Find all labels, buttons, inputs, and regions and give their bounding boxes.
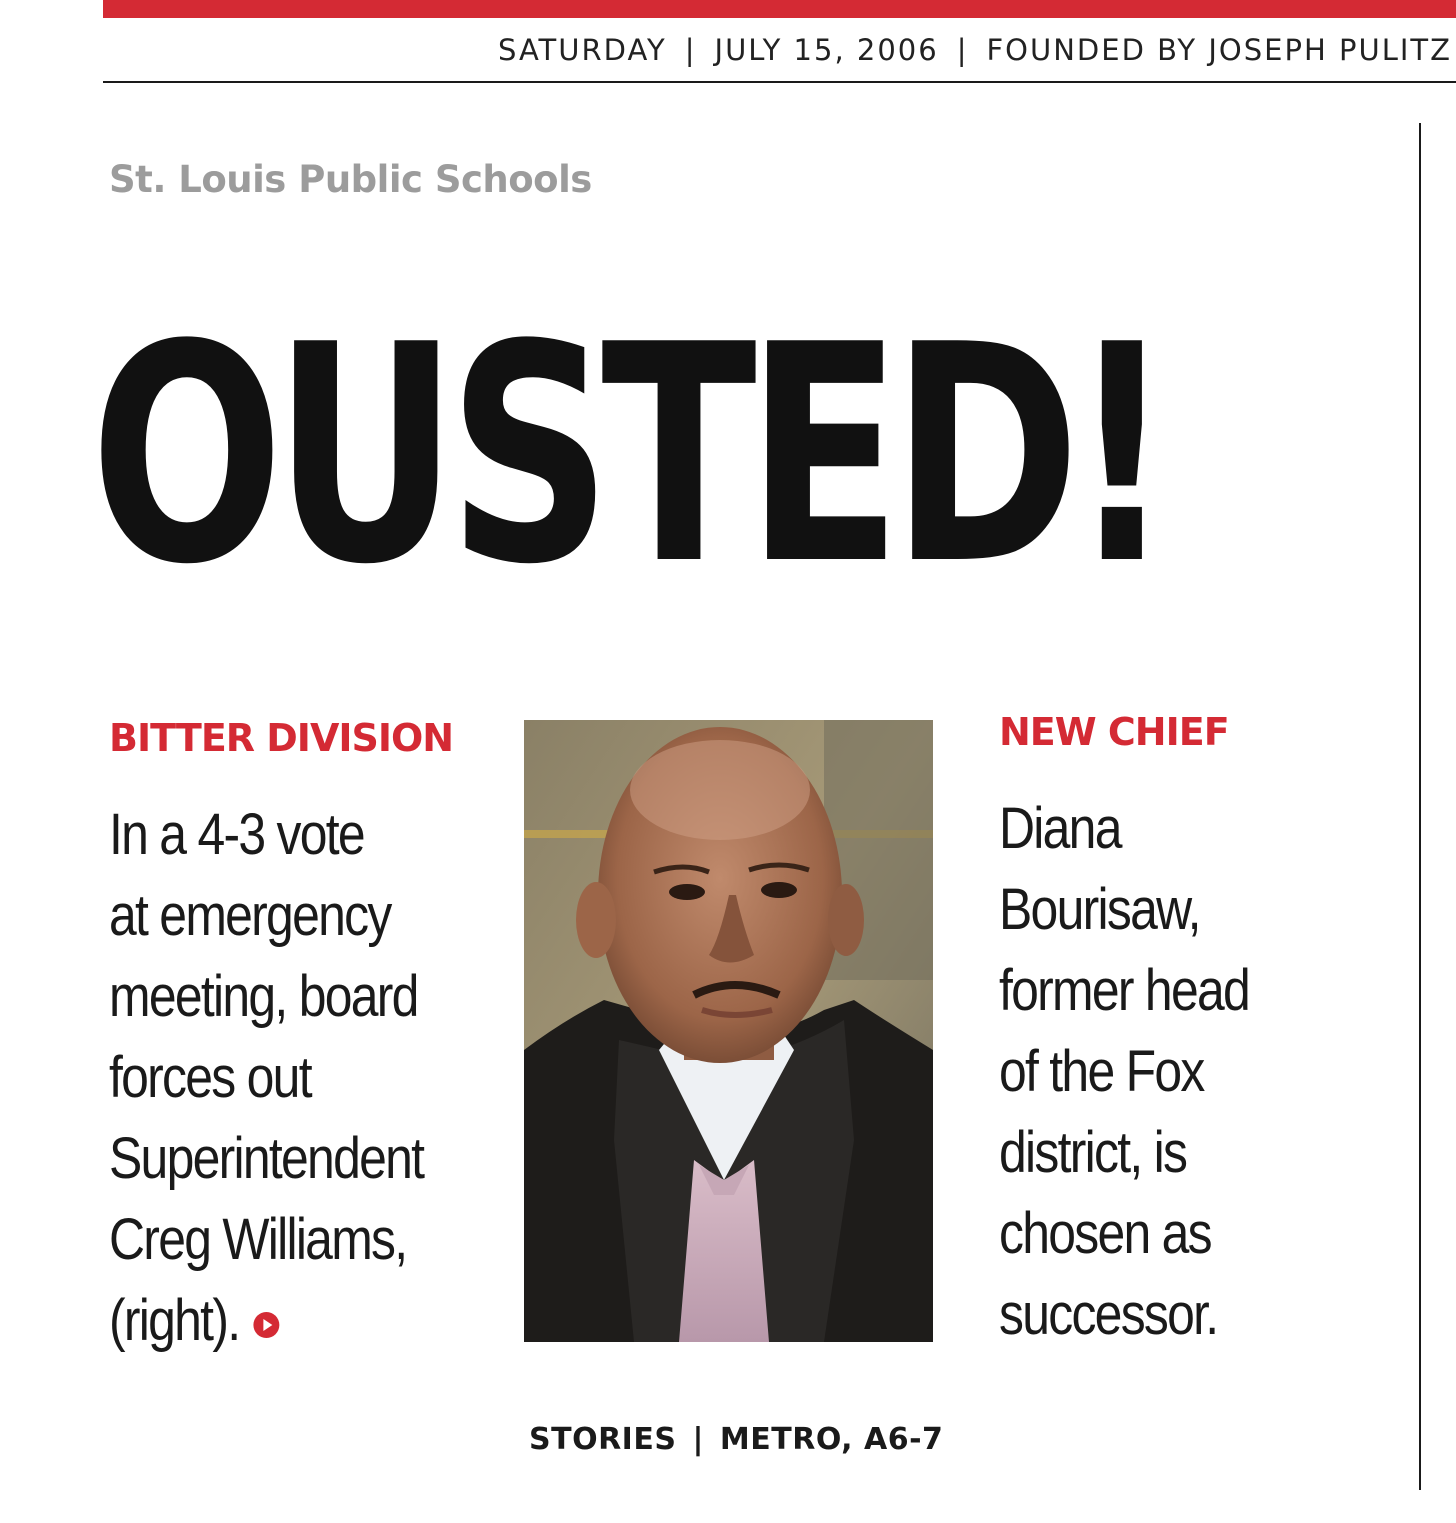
left-deck-line-text: (right).: [109, 1288, 240, 1353]
left-subhead: BITTER DIVISION: [109, 716, 454, 760]
footer-separator: |: [692, 1422, 704, 1457]
left-deck-line: forces out: [109, 1045, 311, 1110]
right-deck: [999, 788, 1419, 1355]
stories-reference[interactable]: [529, 1422, 943, 1457]
left-deck-line: In a 4-3 vote: [109, 802, 364, 867]
right-deck-line: former head: [999, 958, 1250, 1023]
left-deck-line: at emergency: [109, 883, 391, 948]
left-deck-last-line: [109, 1280, 453, 1361]
story-kicker: St. Louis Public Schools: [109, 158, 592, 201]
masthead-dateline: [498, 28, 1456, 72]
masthead-separator: |: [956, 33, 969, 67]
right-deck-line: successor.: [999, 1282, 1218, 1347]
stories-label: STORIES: [529, 1422, 677, 1457]
right-deck-line: Bourisaw,: [999, 877, 1200, 942]
masthead-separator: |: [684, 33, 697, 67]
page-headline: OUSTED!: [90, 281, 1164, 630]
right-subhead: NEW CHIEF: [999, 710, 1229, 754]
right-deck-line: Diana: [999, 796, 1121, 861]
masthead-red-bar: [103, 0, 1456, 18]
left-deck-line: Creg Williams,: [109, 1207, 407, 1272]
masthead-founded: FOUNDED BY JOSEPH PULITZ: [986, 33, 1452, 67]
left-deck-line: Superintendent: [109, 1126, 424, 1191]
section-reference: METRO, A6-7: [719, 1422, 944, 1457]
right-deck-line: of the Fox: [999, 1039, 1204, 1104]
red-arrow-circle-icon[interactable]: [253, 1312, 279, 1338]
column-rule: [1419, 123, 1421, 1490]
left-deck: [109, 794, 509, 1361]
left-deck-line: meeting, board: [109, 964, 418, 1029]
masthead-day: SATURDAY: [498, 33, 667, 67]
right-deck-line: district, is: [999, 1120, 1187, 1185]
right-deck-line: chosen as: [999, 1201, 1211, 1266]
portrait-illustration: [524, 720, 933, 1342]
masthead-rule: [103, 81, 1456, 83]
portrait-photo: [524, 720, 933, 1342]
masthead-date: JULY 15, 2006: [714, 33, 939, 67]
